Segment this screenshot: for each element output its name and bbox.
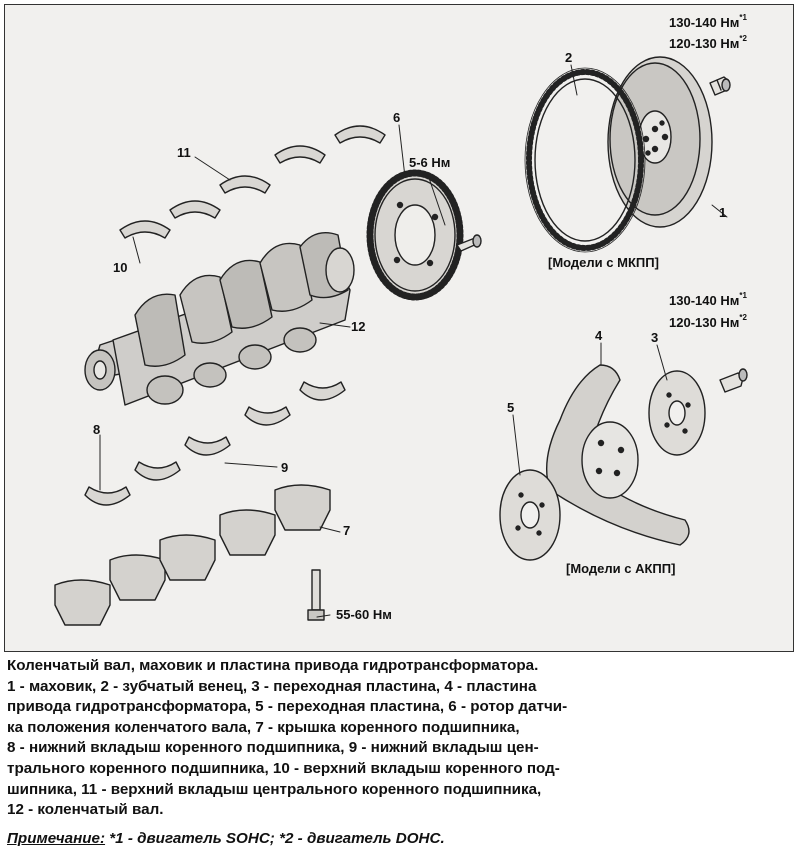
callout-11: 11	[177, 145, 191, 160]
caption-line: шипника, 11 - верхний вкладыш центрального коренного подшипника,	[7, 780, 542, 798]
torque-rotor: 5-6 Нм	[409, 155, 451, 170]
callout-10: 10	[113, 260, 128, 275]
callout-8: 8	[93, 422, 101, 437]
caption-line: 1 - маховик, 2 - зубчатый венец, 3 - переходная пластина, 4 - пластина	[7, 677, 537, 695]
drive-plate-bolt	[720, 369, 747, 392]
caption-line: Коленчатый вал, маховик и пластина привода гидротрансформатора.	[7, 657, 539, 674]
footnote	[7, 830, 445, 847]
callout-12: 12	[351, 319, 366, 334]
callout-5: 5	[507, 400, 515, 415]
torque-at-dohc: 120-130 $Нм^{*2}$	[669, 313, 747, 330]
caption-line: привода гидротрансформатора, 5 - переходная пластина, 6 - ротор датчи-	[7, 698, 568, 716]
section-manual: [Модели с МКПП]	[548, 255, 659, 270]
figure-caption	[7, 656, 793, 821]
caption-line: трального коренного подшипника, 10 - верхний вкладыш коренного под-	[7, 759, 560, 777]
adapter-plate-5	[500, 470, 560, 560]
callout-2: 2	[565, 50, 573, 65]
main-cap-bolt	[308, 570, 324, 620]
diagram-frame	[4, 4, 794, 652]
callout-1: 1	[719, 205, 727, 220]
upper-bearing-shells	[120, 126, 385, 238]
torque-mt-dohc: 120-130 $Нм^{*2}$	[669, 34, 747, 51]
callout-4: 4	[595, 328, 603, 343]
callout-7: 7	[343, 523, 351, 538]
caption-line: ка положения коленчатого вала, 7 - крышка коренного подшипника,	[7, 718, 520, 736]
flywheel	[608, 57, 712, 227]
adapter-plate-3	[649, 371, 705, 455]
crankshaft	[85, 233, 354, 405]
section-automatic: [Модели с АКПП]	[566, 561, 676, 576]
main-bearing-caps	[55, 485, 330, 625]
sensor-rotor	[370, 173, 460, 297]
caption-line: 12 - коленчатый вал.	[7, 801, 164, 819]
callout-6: 6	[393, 110, 401, 125]
callout-3: 3	[651, 330, 659, 345]
callout-9: 9	[281, 460, 289, 475]
torque-at-sohc: 130-140 $Нм^{*1}$	[669, 291, 747, 308]
footnote-label: Примечание:	[7, 830, 106, 847]
torque-main-cap: 55-60 Нм	[336, 607, 392, 622]
caption-line: 8 - нижний вкладыш коренного подшипника, 9 - нижний вкладыш цен-	[7, 739, 539, 757]
flywheel-bolt	[710, 77, 730, 95]
torque-mt-sohc: 130-140 $Нм^{*1}$	[669, 13, 747, 30]
footnote-text: *1 - двигатель SOHC; *2 - двигатель DOHC.	[105, 830, 445, 847]
